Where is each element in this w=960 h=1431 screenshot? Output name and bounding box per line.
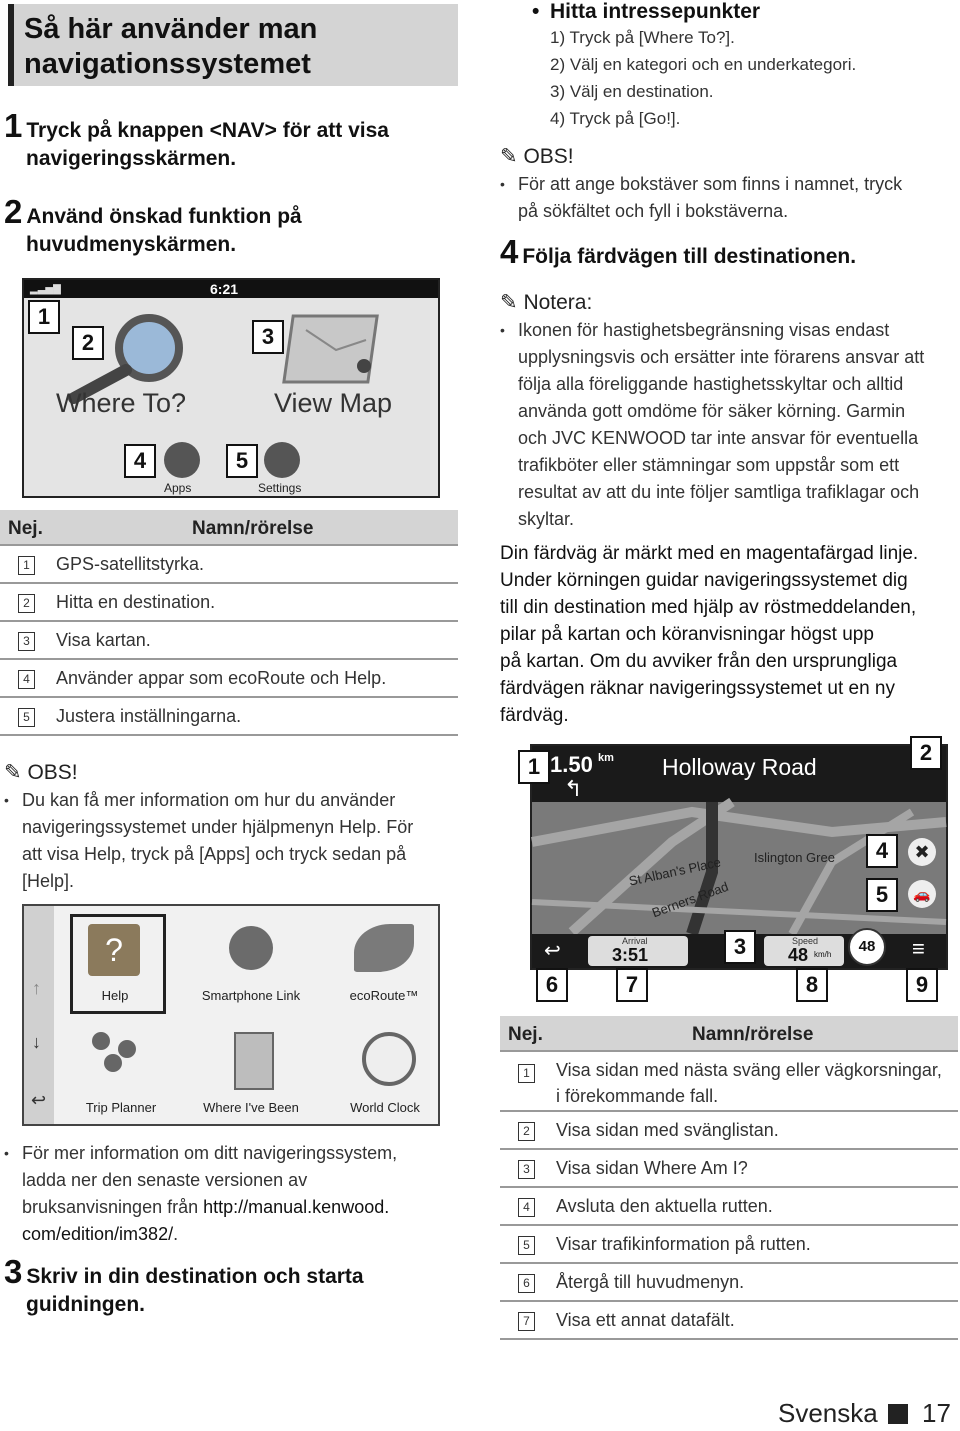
legend-table-1 [0, 510, 458, 736]
world-clock-icon[interactable] [362, 1032, 416, 1086]
ecoroute-icon[interactable] [354, 924, 414, 972]
street-label: Islington Gree [754, 850, 835, 865]
legend-2-header: Nej. Namn/rörelse [500, 1016, 958, 1052]
legend-1-row: 5 Justera inställningarna. [0, 698, 458, 736]
footer-language: Svenska [778, 1398, 878, 1428]
legend-2-row: 1 Visa sidan med nästa sväng eller vägkorsningar, i förekommande fall. [500, 1052, 958, 1112]
view-map-button[interactable]: View Map [274, 388, 393, 418]
legend-2-row: 3 Visa sidan Where Am I? [500, 1150, 958, 1188]
where-to-button[interactable]: Where To? [56, 388, 187, 418]
apps-icon[interactable] [164, 442, 200, 478]
map-callout-2: 2 [910, 736, 942, 770]
legend-1-row: 2 Hitta en destination. [0, 584, 458, 622]
callout-5: 5 [226, 444, 258, 478]
status-bar [24, 280, 438, 298]
arrival-field[interactable]: Arrival 3:51 [588, 936, 688, 966]
map-callout-7: 7 [616, 968, 648, 1002]
legend-1-row: 3 Visa kartan. [0, 622, 458, 660]
help-icon[interactable]: ? [88, 924, 140, 976]
poi-section: • Hitta intressepunkter 1) Tryck på [Where To?]. 2) Välj en kategori och en underkategori. 3) Välj en destination. 4) Tryck på [Go!]. [532, 0, 952, 132]
app-label-trip-planner: Trip Planner [85, 1100, 157, 1115]
trip-planner-icon[interactable] [92, 1032, 152, 1078]
traffic-icon[interactable]: 🚗 [908, 880, 936, 908]
callout-2: 2 [72, 326, 104, 360]
legend-2-row: 4 Avsluta den aktuella rutten. [500, 1188, 958, 1226]
notera-note: ✎ Notera: • Ikonen för hastighetsbegränsning visas endast upplysningsvis och ersätter inte förarens ansvar att följa alla föreliggande hastighetsskyltar och alltid använda gott omdöme för säker körning. Garmin och JVC KENWOOD tar inte ansvar för eventuella trafikböter eller stämningar som uppstår som ett resultat av att du inte följer samtliga trafiklagar och skyltar. [500, 290, 952, 533]
map-screen [527, 740, 948, 970]
obs-2-text: • För att ange bokstäver som finns i namnet, tryck på sökfältet och fyll i bokstäverna. [500, 171, 950, 225]
street-label: Berners Road [649, 878, 731, 921]
map-area[interactable] [532, 802, 946, 934]
pencil-icon: ✎ [500, 145, 524, 168]
step-1: 1 Tryck på knappen <NAV> för att visa navigeringsskärmen. [4, 107, 389, 170]
app-label-help: Help [101, 988, 129, 1003]
clock: 6:21 [210, 281, 239, 297]
apps-sidebar [24, 906, 54, 1124]
manual-link-cont[interactable]: com/edition/im382/ [22, 1224, 174, 1244]
map-icon[interactable] [286, 310, 386, 390]
scroll-up-icon[interactable]: ↑ [32, 978, 41, 998]
map-callout-9: 9 [906, 968, 938, 1002]
legend-2-row: 2 Visa sidan med svänglistan. [500, 1112, 958, 1150]
map-callout-4: 4 [866, 834, 898, 868]
obs-note-1: ✎ OBS! • Du kan få mer information om hur du använder navigeringssystemet under hjälpmenyn Help. För att visa Help, tryck på [Apps] och tryck sedan på [Help]. [4, 760, 454, 895]
speed-field[interactable]: Speed 48 km/h [764, 936, 844, 966]
legend-2-row: 6 Återgå till huvudmenyn. [500, 1264, 958, 1302]
callout-3: 3 [252, 320, 284, 354]
stop-route-icon[interactable]: ✖ [908, 838, 936, 866]
map-callout-3: 3 [724, 930, 756, 964]
road-name[interactable]: Holloway Road [662, 754, 817, 780]
pencil-icon: ✎ [500, 291, 524, 314]
callout-4: 4 [124, 444, 156, 478]
legend-1-row: 1 GPS-satellitstyrka. [0, 546, 458, 584]
speed-limit-sign: 48 [848, 928, 886, 966]
notera-text: • Ikonen för hastighetsbegränsning visas endast upplysningsvis och ersätter inte förarens ansvar att följa alla föreliggande hastighetsskyltar och alltid använda gott omdöme för säker körning. Garmin och JVC KENWOOD tar inte ansvar för eventuella trafikböter eller stämningar som uppstår som ett resultat av att du inte följer samtliga trafiklagar och skyltar. [500, 317, 952, 533]
menu-icon[interactable]: ≡ [912, 936, 925, 961]
app-label-world-clock: World Clock [350, 1100, 420, 1115]
poi-step: 4) Tryck på [Go!]. [550, 109, 681, 128]
route-description: Din färdväg är märkt med en magentafärgad linje. Under körningen guidar navigeringssystemet dig till din destination med hjälp av röstmeddelanden, pilar på kartan och köranvisningar högst upp på kartan. Om du avviker från den ursprungliga färdvägen räknar navigeringssystemet ut en ny färdväg. [500, 543, 919, 726]
obs-note-2: ✎ OBS! • För att ange bokstäver som finns i namnet, tryck på sökfältet och fyll i bokstäverna. [500, 144, 950, 225]
manual-link[interactable]: http://manual.kenwood. [203, 1197, 390, 1217]
scroll-down-icon[interactable]: ↓ [32, 1032, 41, 1052]
section-title-box [8, 4, 458, 86]
turn-arrow-icon[interactable]: ↰ [564, 776, 583, 801]
smartphone-link-icon[interactable] [229, 926, 273, 970]
street-label: St Alban's Place [627, 854, 723, 889]
distance-unit: km [598, 752, 614, 764]
back-icon[interactable]: ↩ [31, 1090, 47, 1110]
app-label-ecoroute: ecoRoute™ [349, 988, 419, 1003]
step-4: 4 Följa färdvägen till destinationen. [500, 233, 857, 270]
home-back-icon[interactable]: ↩ [544, 940, 561, 962]
map-callout-1: 1 [518, 750, 550, 784]
obs-1-text: • Du kan få mer information om hur du använder navigeringssystemet under hjälpmenyn Help. För att visa Help, tryck på [Apps] och tryck sedan på [Help]. [4, 787, 454, 895]
footer-square-icon [888, 1404, 908, 1424]
legend-1-header: Nej. Namn/rörelse [0, 510, 458, 546]
step-2: 2 Använd önskad funktion på huvudmenyskärmen. [4, 193, 302, 256]
poi-step: 2) Välj en kategori och en underkategori. [550, 55, 857, 74]
callout-1: 1 [28, 300, 60, 334]
legend-2-row: 5 Visar trafikinformation på rutten. [500, 1226, 958, 1264]
map-callout-6: 6 [536, 968, 568, 1002]
section-title: Så här använder man navigationssystemet [24, 13, 318, 80]
distance: 1.50 [550, 752, 593, 777]
map-callout-8: 8 [796, 968, 828, 1002]
map-callout-5: 5 [866, 878, 898, 912]
page-footer [776, 1398, 956, 1428]
settings-label: Settings [258, 481, 302, 495]
step-3: 3 Skriv in din destination och starta guidningen. [4, 1253, 364, 1316]
app-label-where-ive-been: Where I've Been [203, 1100, 299, 1115]
map-top-bar [532, 746, 946, 802]
more-info-text: • För mer information om ditt navigeringssystem, ladda ner den senaste versionen av bruksanvisningen från http://manual.kenwood. com/edition/im382/. [4, 1140, 462, 1248]
legend-2-row: 7 Visa ett annat datafält. [500, 1302, 958, 1340]
pencil-icon: ✎ [4, 761, 28, 784]
apps-screen [22, 904, 440, 1126]
settings-icon[interactable] [264, 442, 300, 478]
main-menu-screen [22, 278, 440, 498]
legend-1-row: 4 Använder appar som ecoRoute och Help. [0, 660, 458, 698]
where-ive-been-icon[interactable] [234, 1032, 274, 1090]
poi-step: 1) Tryck på [Where To?]. [550, 28, 735, 47]
legend-table-2 [500, 1016, 958, 1340]
apps-label: Apps [164, 481, 192, 495]
poi-step: 3) Välj en destination. [550, 82, 714, 101]
page-number: 17 [922, 1398, 951, 1428]
app-label-smartphone-link: Smartphone Link [201, 988, 301, 1003]
title-bar-accent [8, 4, 14, 86]
signal-icon: ▂▃▅▇ [30, 284, 61, 295]
